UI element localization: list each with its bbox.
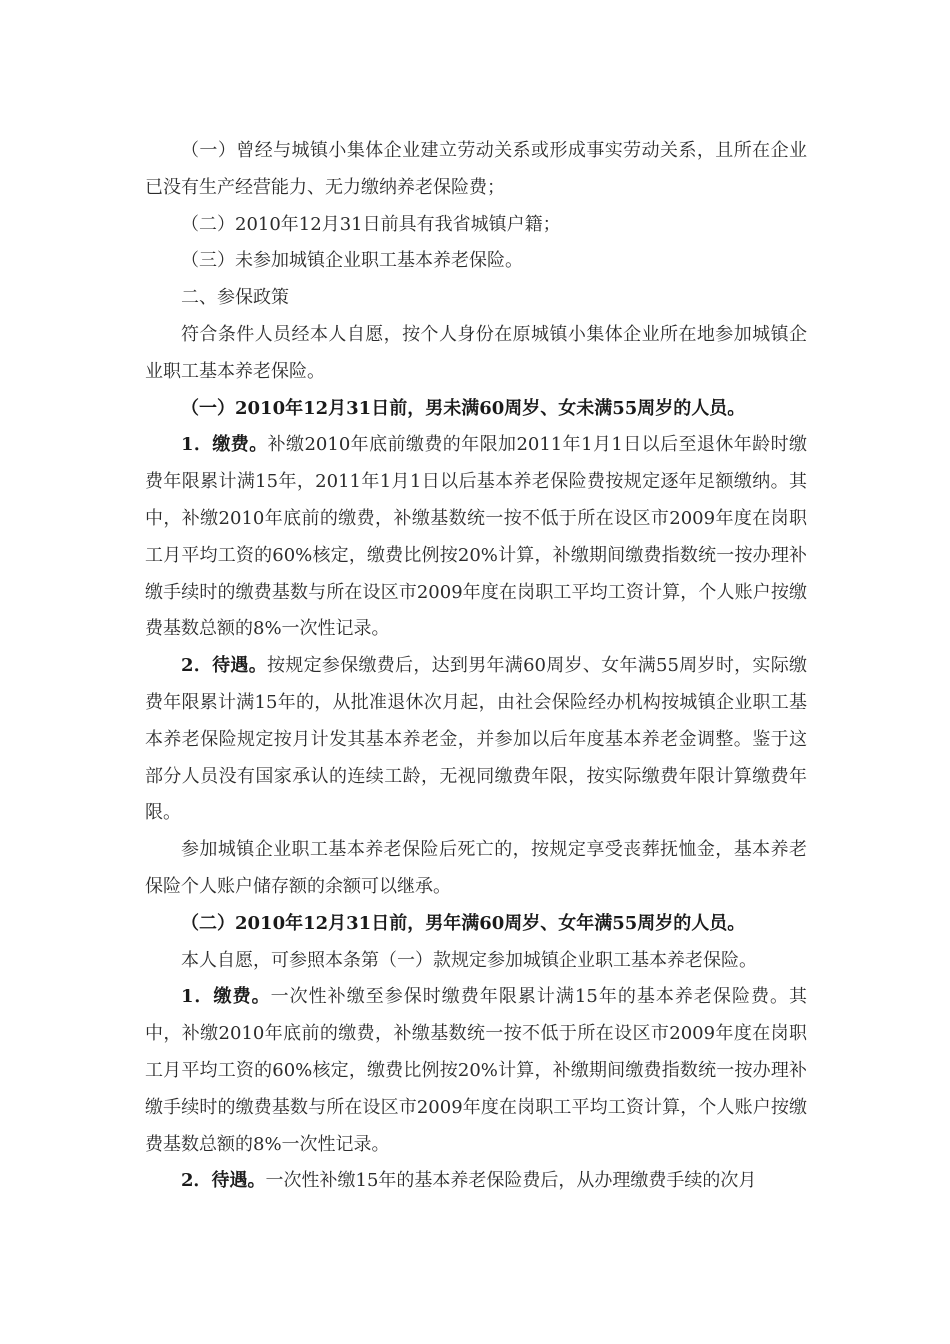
paragraph-text: 符合条件人员经本人自愿，按个人身份在原城镇小集体企业所在地参加城镇企业职工基本养老保险。 bbox=[145, 323, 807, 382]
section-heading bbox=[145, 280, 807, 317]
paragraph-lead: 2．待遇。 bbox=[181, 655, 267, 677]
benefit-paragraph-2 bbox=[145, 1163, 807, 1200]
paragraph-text: （二）2010年12月31日前具有我省城镇户籍； bbox=[181, 213, 561, 235]
condition-item-1 bbox=[145, 133, 807, 207]
document-body bbox=[145, 133, 807, 1200]
death-benefit-paragraph bbox=[145, 832, 807, 906]
paragraph-text: 参加城镇企业职工基本养老保险后死亡的，按规定享受丧葬抚恤金，基本养老保险个人账户储存额的余额可以继承。 bbox=[145, 839, 807, 897]
paragraph-text: 按规定参保缴费后，达到男年满60周岁、女年满55周岁时，实际缴费年限累计满15年的，从批准退休次月起，由社会保险经办机构按城镇企业职工基本养老保险规定按月计发其基本养老金，并参加以后年度基本养老金调整。鉴于这部分人员没有国家承认的连续工龄，无视同缴费年限，按实际缴费年限计算缴费年限。 bbox=[145, 655, 807, 824]
subsection-heading-2 bbox=[145, 906, 807, 943]
condition-item-3 bbox=[145, 243, 807, 280]
policy-intro bbox=[145, 317, 807, 391]
voluntary-paragraph bbox=[145, 943, 807, 980]
condition-item-2 bbox=[145, 207, 807, 244]
paragraph-text: 一次性补缴15年的基本养老保险费后，从办理缴费手续的次月 bbox=[265, 1170, 757, 1192]
section-heading-text: 二、参保政策 bbox=[181, 287, 289, 309]
paragraph-lead: 2．待遇。 bbox=[181, 1170, 266, 1192]
paragraph-lead: 1．缴费。 bbox=[181, 986, 271, 1008]
paragraph-lead: 1．缴费。 bbox=[181, 434, 268, 456]
subsection-heading-text: （二）2010年12月31日前，男年满60周岁、女年满55周岁的人员。 bbox=[181, 912, 746, 934]
paragraph-text: 本人自愿，可参照本条第（一）款规定参加城镇企业职工基本养老保险。 bbox=[181, 949, 757, 971]
paragraph-text: 补缴2010年底前缴费的年限加2011年1月1日以后至退休年龄时缴费年限累计满15年，2011年1月1日以后基本养老保险费按规定逐年足额缴纳。其中，补缴2010年底前的缴费，补缴基数统一按不低于所在设区市2009年度在岗职工月平均工资的60%核定，缴费比例按20%计算，补缴期间缴费指数统一按办理补缴手续时的缴费基数与所在设区市2009年度在岗职工平均工资计算，个人账户按缴费基数总额的8%一次性记录。 bbox=[145, 434, 807, 640]
benefit-paragraph-1 bbox=[145, 648, 807, 832]
contribution-paragraph-2 bbox=[145, 979, 807, 1163]
paragraph-text: 一次性补缴至参保时缴费年限累计满15年的基本养老保险费。其中，补缴2010年底前的缴费，补缴基数统一按不低于所在设区市2009年度在岗职工月平均工资的60%核定，缴费比例按20%计算，补缴期间缴费指数统一按办理补缴手续时的缴费基数与所在设区市2009年度在岗职工平均工资计算，个人账户按缴费基数总额的8%一次性记录。 bbox=[145, 986, 808, 1155]
paragraph-text: （三）未参加城镇企业职工基本养老保险。 bbox=[181, 250, 523, 272]
subsection-heading-1 bbox=[145, 391, 807, 428]
paragraph-text: （一）曾经与城镇小集体企业建立劳动关系或形成事实劳动关系，且所在企业已没有生产经营能力、无力缴纳养老保险费； bbox=[145, 140, 807, 198]
contribution-paragraph-1 bbox=[145, 427, 807, 648]
subsection-heading-text: （一）2010年12月31日前，男未满60周岁、女未满55周岁的人员。 bbox=[181, 397, 746, 419]
